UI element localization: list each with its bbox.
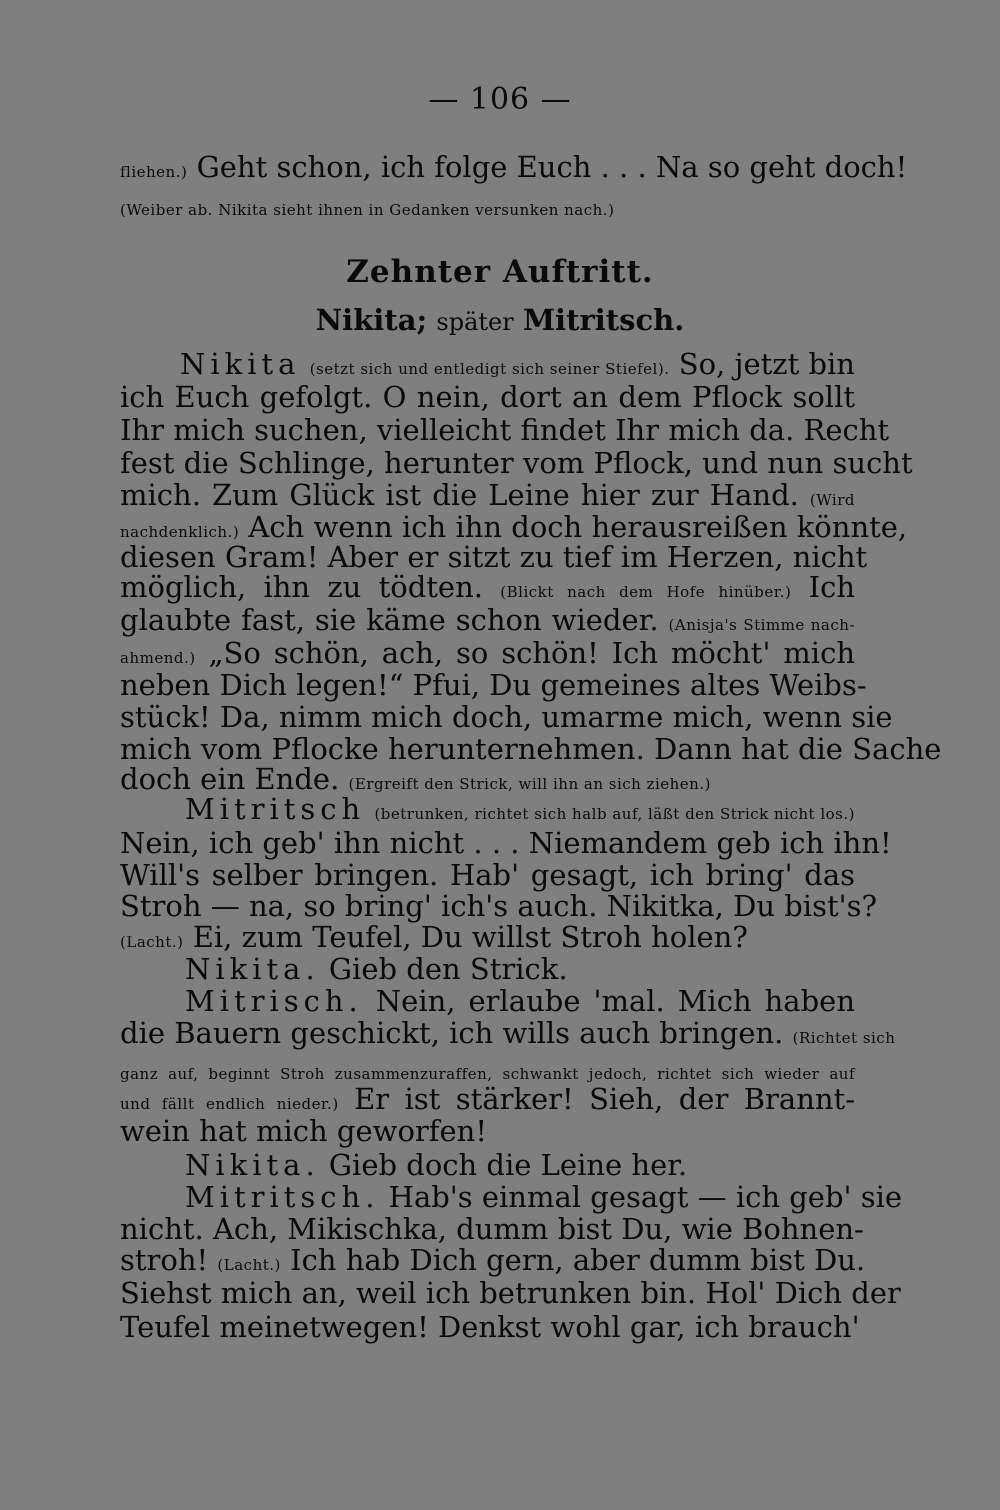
stage-direction: (betrunken, richtet sich halb auf, läßt den Strick nicht los.) (374, 805, 856, 823)
line-text: ich Euch gefolgt. O nein, dort an dem Pflock sollt (120, 380, 855, 414)
text-line (120, 1310, 860, 1344)
text-line (120, 732, 942, 766)
text-line (120, 446, 913, 480)
speaker-name: Nikita. (185, 952, 320, 986)
stage-direction: (Anisja's Stimme nach- (668, 616, 856, 634)
text-line (185, 1148, 855, 1182)
text-line (120, 150, 908, 189)
line-text: Ich (808, 570, 856, 604)
character-name: Mitritsch. (522, 303, 685, 337)
line-text: Geht schon, ich folge Euch . . . Na so geht doch! (196, 150, 908, 184)
line-text: stück! Da, nimm mich doch, umarme mich, wenn sie (120, 700, 893, 734)
text-line (185, 1180, 903, 1214)
stage-direction: (Richtet sich (792, 1029, 896, 1047)
speaker-name: Mitritsch (185, 792, 366, 826)
line-text: Ei, zum Teufel, Du willst Stroh holen? (192, 920, 748, 954)
line-text: mich. Zum Glück ist die Leine hier zur Hand. (120, 478, 799, 512)
line-text: nicht. Ach, Mikischka, dumm bist Du, wie Bohnen- (120, 1212, 864, 1246)
page-number: — 106 — (428, 82, 572, 117)
stage-direction: (Wird (809, 491, 855, 509)
speaker-name: Mitritsch. (185, 1180, 380, 1214)
line-text: Teufel meinetwegen! Denkst wohl gar, ich brauch' (120, 1310, 860, 1344)
text-line (120, 858, 855, 892)
line-text: So, jetzt bin (678, 347, 855, 381)
line-text: Gieb doch die Leine her. (328, 1148, 688, 1182)
stage-direction: fliehen.) (120, 163, 188, 181)
text-line (185, 984, 855, 1018)
text-line (120, 1212, 864, 1246)
text-line (120, 826, 892, 860)
line-text: mich vom Pflocke herunternehmen. Dann hat die Sache (120, 732, 942, 766)
stage-direction: (Lacht.) (217, 1256, 281, 1274)
text-line (120, 413, 890, 447)
text-line (120, 668, 867, 702)
stage-direction: (Ergreift den Strick, will ihn an sich ziehen.) (348, 775, 711, 793)
line-text: Siehst mich an, weil ich betrunken bin. Hol' Dich der (120, 1276, 901, 1310)
speaker-name: Nikita. (185, 1148, 320, 1182)
text-line (120, 1016, 896, 1055)
line-text: Ihr mich suchen, vielleicht findet Ihr mich da. Recht (120, 413, 890, 447)
character-name: Nikita; (315, 303, 428, 337)
line-text: Will's selber bringen. Hab' gesagt, ich bring' das (120, 858, 855, 892)
line-text: Nein, ich geb' ihn nicht . . . Niemandem geb ich ihn! (120, 826, 892, 860)
text-line (120, 700, 893, 734)
line-text: diesen Gram! Aber er sitzt zu tief im Herzen, nicht (120, 540, 868, 574)
text-line (120, 1114, 855, 1148)
text-line (120, 188, 855, 227)
subheading-word: später (436, 308, 514, 336)
line-text: Nein, erlaube 'mal. Mich haben (375, 984, 855, 1018)
text-line (120, 1276, 901, 1310)
line-text: doch ein Ende. (120, 762, 340, 796)
scene-characters (0, 303, 1000, 337)
line-text: neben Dich legen!“ Pfui, Du gemeines altes Weibs- (120, 668, 867, 702)
stage-direction: (setzt sich und entledigt sich seiner Stiefel). (309, 360, 670, 378)
line-text: Ich hab Dich gern, aber dumm bist Du. (290, 1243, 866, 1277)
line-text: stroh! (120, 1243, 209, 1277)
stage-direction: (Weiber ab. Nikita sieht ihnen in Gedanken versunken nach.) (120, 201, 615, 219)
stage-direction: (Blickt nach dem Hofe hinüber.) (500, 583, 792, 601)
line-text: Hab's einmal gesagt — ich geb' sie (388, 1180, 903, 1214)
stage-direction: (Lacht.) (120, 933, 184, 951)
line-text: Ach wenn ich ihn doch herausreißen könnte, (248, 510, 908, 544)
stage-direction: und fällt endlich nieder.) (120, 1095, 339, 1113)
speaker-name: Mitrisch. (185, 984, 363, 1018)
stage-direction: ganz auf, beginnt Stroh zusammenzuraffen, schwankt jedoch, richtet sich wieder auf (120, 1065, 855, 1083)
line-text: möglich, ihn zu tödten. (120, 570, 483, 604)
speaker-name: Nikita (180, 347, 301, 381)
scene-heading: Zehnter Auftritt. (346, 254, 654, 290)
line-text: glaubte fast, sie käme schon wieder. (120, 603, 659, 637)
line-text: die Bauern geschickt, ich wills auch bringen. (120, 1016, 784, 1050)
line-text: Er ist stärker! Sieh, der Brannt- (354, 1082, 856, 1116)
text-line (120, 380, 855, 414)
line-text: fest die Schlinge, herunter vom Pflock, und nun sucht (120, 446, 913, 480)
text-line (185, 952, 855, 986)
line-text: wein hat mich geworfen! (120, 1114, 488, 1148)
line-text: Stroh — na, so bring' ich's auch. Nikitka, Du bist's? (120, 889, 878, 923)
text-line (120, 889, 878, 923)
line-text: Gieb den Strick. (328, 952, 568, 986)
line-text: „So schön, ach, so schön! Ich möcht' mich (208, 636, 856, 670)
stage-direction: nachdenklich.) (120, 523, 240, 541)
stage-direction: ahmend.) (120, 649, 196, 667)
text-line (120, 540, 868, 574)
